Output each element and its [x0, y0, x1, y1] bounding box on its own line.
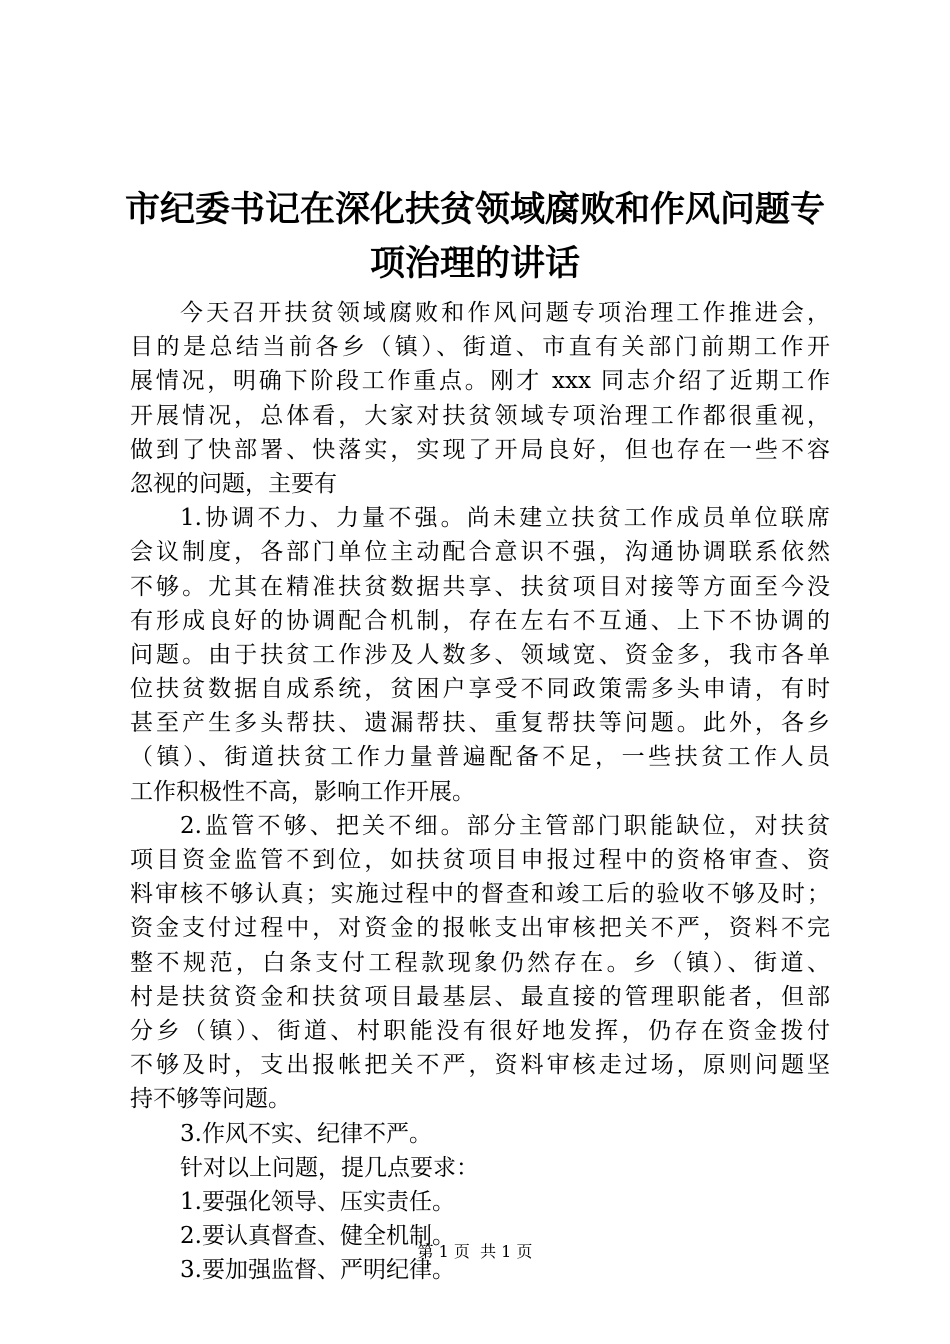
body-line: 不够及时，支出报帐把关不严，资料审核走过场，原则问题坚: [130, 1052, 830, 1079]
body-line: 2.监管不够、把关不细。部分主管部门职能缺位，对扶贫: [180, 812, 830, 839]
body-line: 分乡（镇）、街道、村职能没有很好地发挥，仍存在资金拨付: [130, 1017, 830, 1044]
body-line: 忽视的问题，主要有: [130, 470, 337, 497]
body-line: 今天召开扶贫领域腐败和作风问题专项治理工作推进会，: [180, 300, 830, 326]
body-line: 整不规范，白条支付工程款现象仍然存在。乡（镇）、街道、: [130, 949, 830, 976]
body-line: 会议制度，各部门单位主动配合意识不强，沟通协调联系依然: [130, 539, 830, 566]
body-line: 不够。尤其在精准扶贫数据共享、扶贫项目对接等方面至今没: [130, 573, 830, 600]
body-line: 3.作风不实、纪律不严。: [180, 1120, 432, 1147]
body-line: 持不够等问题。: [130, 1086, 291, 1113]
body-line: 问题。由于扶贫工作涉及人数多、领域宽、资金多，我市各单: [130, 641, 830, 668]
body-line: 有形成良好的协调配合机制，存在左右不互通、上下不协调的: [130, 607, 830, 634]
document-title-line-2: 项治理的讲话: [369, 244, 580, 284]
page-total-label: 共 1 页: [480, 1242, 533, 1261]
body-line: 3.要加强监督、严明纪律。: [180, 1257, 455, 1284]
body-line: 1.要强化领导、压实责任。: [180, 1188, 455, 1215]
body-line: 村是扶贫资金和扶贫项目最基层、最直接的管理职能者，但部: [130, 983, 830, 1010]
body-line: 目的是总结当前各乡（镇）、街道、市直有关部门前期工作开: [130, 334, 830, 361]
body-line: 展情况，明确下阶段工作重点。刚才 xxx 同志介绍了近期工作: [130, 368, 830, 395]
body-line: 针对以上问题，提几点要求：: [180, 1154, 479, 1181]
body-line: 工作积极性不高，影响工作开展。: [130, 778, 475, 805]
body-line: 做到了快部署、快落实，实现了开局良好，但也存在一些不容: [130, 436, 830, 463]
document-title-line-1: 市纪委书记在深化扶贫领域腐败和作风问题专: [124, 190, 825, 230]
body-line: 1.协调不力、力量不强。尚未建立扶贫工作成员单位联席: [180, 505, 830, 532]
page-number-label: 第 1 页: [417, 1242, 470, 1261]
body-line: 甚至产生多头帮扶、遗漏帮扶、重复帮扶等问题。此外，各乡: [130, 710, 830, 737]
body-line: 2.要认真督查、健全机制。: [180, 1223, 455, 1250]
body-line: 料审核不够认真；实施过程中的督查和竣工后的验收不够及时；: [130, 881, 830, 908]
body-line: 开展情况，总体看，大家对扶贫领域专项治理工作都很重视，: [130, 402, 830, 429]
body-line: 位扶贫数据自成系统，贫困户享受不同政策需多头申请，有时: [130, 676, 830, 703]
page-footer: [0, 1242, 950, 1262]
body-line: 资金支付过程中，对资金的报帐支出审核把关不严，资料不完: [130, 915, 830, 942]
body-line: 项目资金监管不到位，如扶贫项目申报过程中的资格审查、资: [130, 847, 830, 873]
document-body: [130, 296, 830, 1287]
body-line: （镇）、街道扶贫工作力量普遍配备不足，一些扶贫工作人员: [130, 744, 830, 771]
